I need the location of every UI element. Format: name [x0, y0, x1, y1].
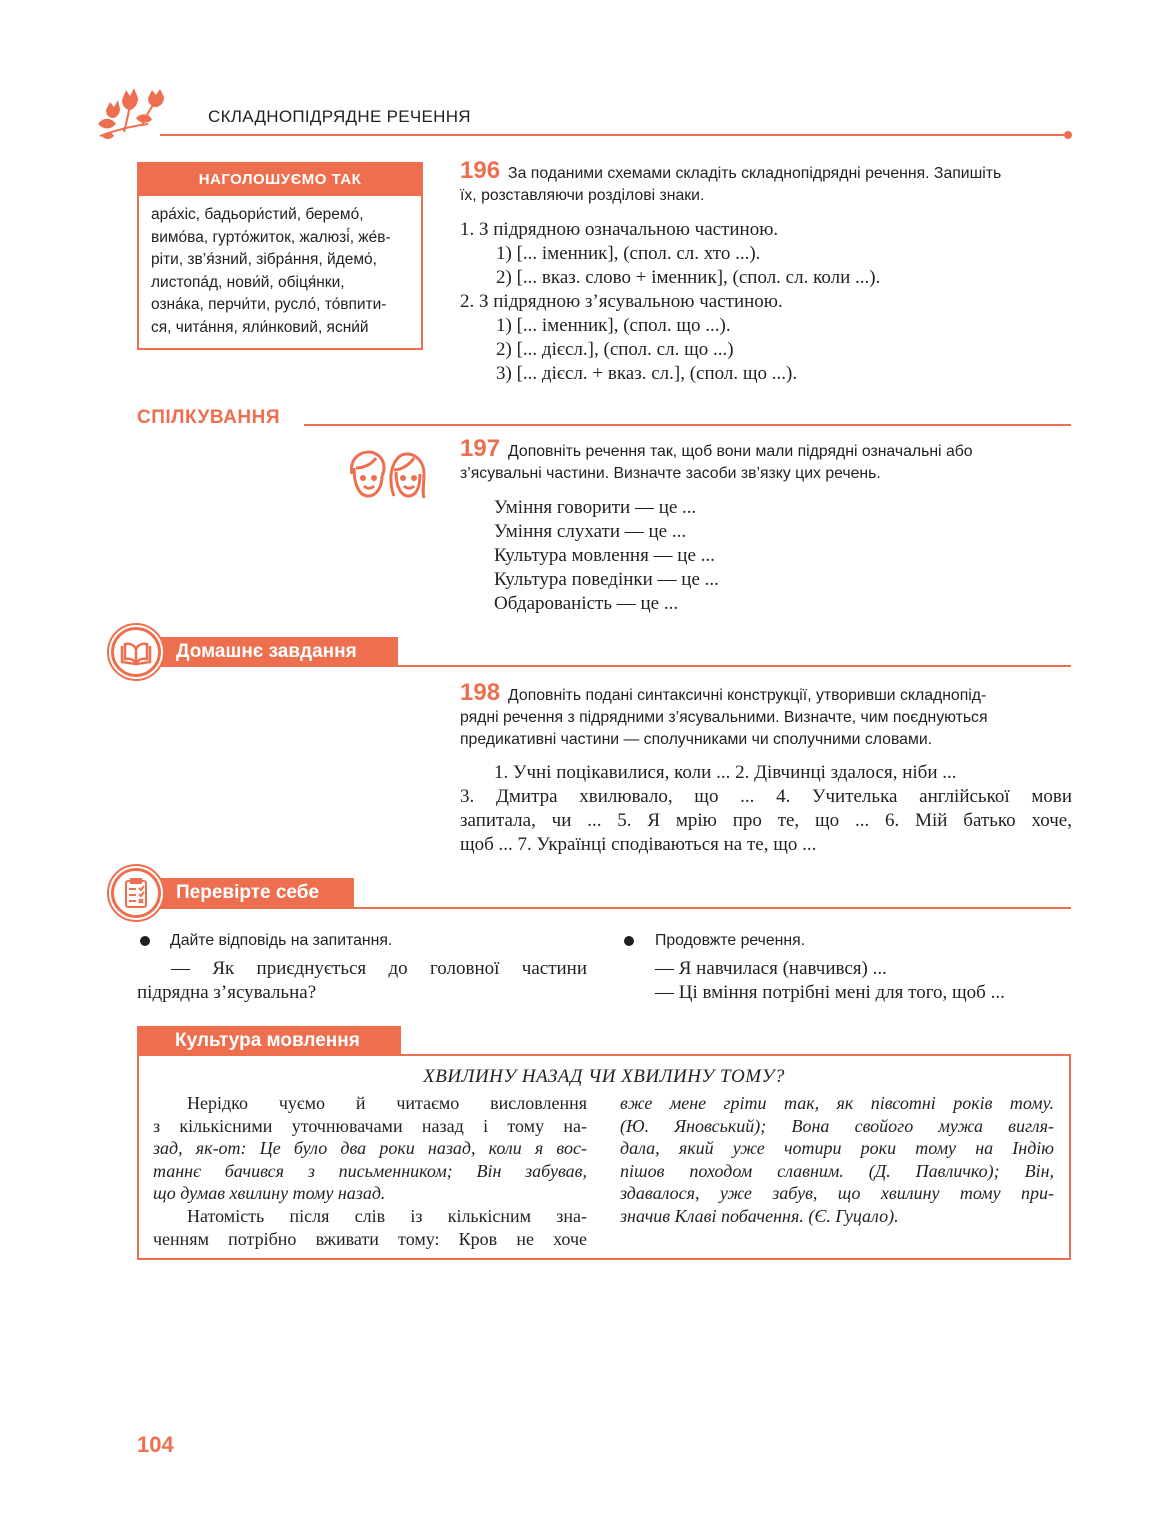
exercise-196-task	[460, 157, 1072, 207]
culture-right-line: дала, який уже чотири роки тому на Індію	[620, 1138, 1054, 1159]
stress-note-line: ріти, зв’я́зний, зібра́ння, йдемо́,	[151, 251, 377, 268]
culture-right-line: вже мене гріти так, як півсотні років тому.	[620, 1093, 1054, 1113]
culture-left-line: з кількісними уточнювачами назад і тому на-	[153, 1115, 587, 1136]
exercise-198-text	[460, 761, 1072, 857]
culture-right-line: здавалося, уже забув, що хвилину тому при-	[620, 1183, 1054, 1204]
culture-right-line: пішов походом славним. (Д. Павличко); Він,	[620, 1160, 1054, 1181]
culture-left-column	[137, 1092, 587, 1250]
stress-note-line: вимо́ва, гурто́житок, жалюзі́, же́в-	[151, 228, 391, 246]
culture-left-line: ченням потрібно вживати тому: Кров не хоче	[153, 1228, 587, 1249]
stress-note-box	[137, 162, 423, 350]
culture-left-line: що думав хвилину тому назад.	[153, 1183, 386, 1204]
stress-note-body	[151, 204, 417, 339]
scheme-item: 1) [... іменник], (спол. що ...).	[496, 315, 731, 336]
culture-left-line: таннє бачився з письменником; Він забував,	[153, 1160, 587, 1181]
exercise-number: 198	[460, 679, 501, 706]
stress-note-title: НАГОЛОШУЄМО ТАК	[139, 164, 421, 196]
check-left-prompt: Дайте відповідь на запитання.	[170, 932, 393, 949]
bullet-marker	[624, 936, 634, 946]
exercise-197-line: Уміння говорити — це ...	[494, 497, 697, 518]
exercise-196-task-line: За поданими схемами складіть складнопідрядні речення. Запишіть	[508, 165, 1002, 182]
culture-left-line: Натомість після слів із кількісним зна-	[187, 1205, 587, 1226]
scheme-heading: 2. З підрядною з’ясувальною частиною.	[460, 291, 783, 312]
check-right-prompt: Продовжте речення.	[655, 932, 806, 949]
scheme-heading: 1. З підрядною означальною частиною.	[460, 219, 779, 240]
exercise-196-schemes	[460, 218, 1072, 386]
exercise-197-line: Обдарованість — це ...	[494, 593, 679, 614]
exercise-198-task-line: Доповніть подані синтаксичні конструкції, утворивши складнопід-	[508, 687, 987, 704]
exercise-198-line: запитала, чи ... 5. Я мрію про те, що ... 6. Мій батько хоче,	[460, 810, 1072, 831]
exercise-number: 197	[460, 435, 501, 462]
exercise-197-line: Культура мовлення — це ...	[494, 545, 715, 566]
stress-note-line: ара́хіс, бадьори́стий, беремо́,	[151, 206, 364, 223]
bullet-marker	[140, 936, 150, 946]
homework-icon-ring	[107, 623, 165, 681]
stress-note-line: ся, чита́ння, яли́нковий, ясни́й	[151, 318, 369, 336]
header-rule	[160, 134, 1068, 136]
exercise-197-lines	[494, 496, 1054, 616]
check-right-lines	[655, 957, 1075, 1005]
stress-note-line: листопа́д, нови́й, обіця́нки,	[151, 273, 345, 291]
open-book-icon	[111, 627, 161, 677]
check-left-line: підрядна з’ясувальна?	[137, 982, 317, 1003]
culture-right-column	[620, 1092, 1054, 1228]
exercise-197-task	[460, 435, 1072, 485]
running-header-title: СКЛАДНОПІДРЯДНЕ РЕЧЕННЯ	[208, 107, 471, 126]
scheme-item: 1) [... іменник], (спол. сл. хто ...).	[496, 243, 761, 264]
check-left-question	[137, 957, 587, 1005]
header-rule-dot	[1064, 131, 1072, 139]
scheme-item: 2) [... дієсл.], (спол. сл. що ...)	[496, 339, 734, 360]
stress-note-line: озна́ка, перчи́ти, русло́, то́впити-	[151, 296, 387, 313]
page-number: 104	[137, 1432, 174, 1457]
exercise-197-task-line: з’ясувальні частини. Визначте засоби зв’язку цих речень.	[460, 465, 881, 482]
check-icon-ring	[107, 864, 165, 922]
homework-title: Домашнє завдання	[176, 641, 357, 662]
culture-left-line: Нерідко чуємо й читаємо висловлення	[187, 1093, 587, 1113]
culture-right-line: (Ю. Яновський); Вона свойого мужа вигля-	[620, 1115, 1054, 1136]
exercise-197-task-line: Доповніть речення так, щоб вони мали підрядні означальні або	[508, 443, 973, 460]
checklist-icon	[111, 868, 161, 918]
exercise-196-task-line: їх, розставляючи розділові знаки.	[460, 187, 705, 204]
exercise-198-task-line: предикативні частини — сполучниками чи сполучними словами.	[460, 731, 933, 748]
two-faces-icon	[344, 446, 428, 502]
check-left-line: — Як приєднується до головної частини	[171, 958, 587, 979]
exercise-198-line: 1. Учні поцікавилися, коли ... 2. Дівчинці здалося, ніби ...	[494, 762, 957, 783]
check-right-line: — Я навчилася (навчився) ...	[655, 958, 887, 979]
exercise-197-line: Уміння слухати — це ...	[494, 521, 687, 542]
scheme-item: 2) [... вказ. слово + іменник], (спол. сл. коли ...).	[496, 267, 881, 288]
scheme-item: 3) [... дієсл. + вказ. сл.], (спол. що ...).	[496, 363, 798, 384]
exercise-198-task-line: рядні речення з підрядними з’ясувальними. Визначте, чим поєднуються	[460, 709, 988, 726]
communication-section-rule	[304, 424, 1071, 426]
culture-band	[137, 1026, 401, 1056]
check-right-line: — Ці вміння потрібні мені для того, щоб ...	[655, 982, 1005, 1003]
exercise-number: 196	[460, 157, 501, 184]
culture-right-line: значив Клаві побачення. (Є. Гуцало).	[620, 1205, 899, 1226]
culture-heading: ХВИЛИНУ НАЗАД ЧИ ХВИЛИНУ ТОМУ?	[423, 1066, 785, 1087]
exercise-198-line: 3. Дмитра хвилювало, що ... 4. Учителька англійської мови	[460, 786, 1072, 807]
check-band	[138, 878, 354, 908]
exercise-197-line: Культура поведінки — це ...	[494, 569, 719, 590]
exercise-198-task	[460, 679, 1072, 751]
homework-band	[138, 637, 398, 667]
culture-title: Культура мовлення	[175, 1030, 360, 1051]
check-title: Перевірте себе	[176, 882, 320, 903]
communication-section-title: СПІЛКУВАННЯ	[137, 407, 280, 428]
exercise-198-line: щоб ... 7. Українці сподіваються на те, що ...	[460, 834, 817, 855]
culture-left-line: зад, як-от: Це було два роки назад, коли я вос-	[153, 1138, 587, 1159]
